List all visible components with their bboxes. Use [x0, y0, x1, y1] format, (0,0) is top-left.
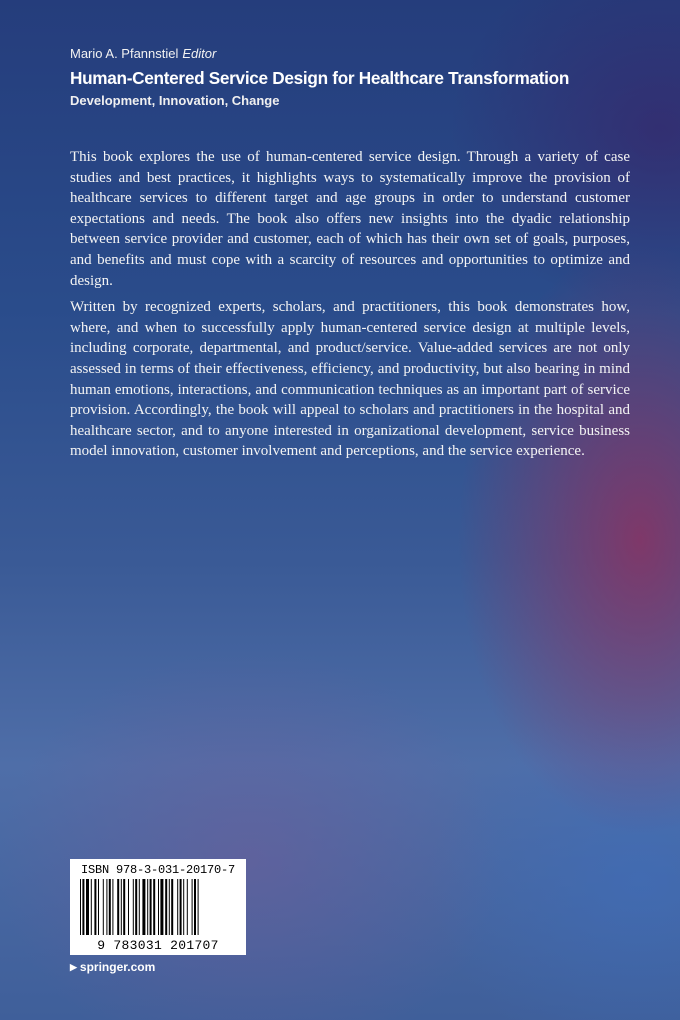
website-link[interactable] — [70, 960, 155, 974]
editor-role: Editor — [182, 46, 217, 61]
blurb — [70, 147, 630, 468]
isbn-barcode — [70, 859, 246, 955]
barcode-digits: 9 783031 201707 — [97, 938, 219, 953]
blurb-paragraph: This book explores the use of human-centered service design. Through a variety of case studies and best practices, it highlights ways to systematically improve the provision of healthcare services to different target and age groups in order to understand customer expectations and needs. The book also offers new insights into the dyadic relationship between service provider and customer, each of which has their own set of goals, purposes, and benefits and must cope with a scarcity of resources and opportunities to optimize and design. — [70, 149, 630, 289]
book-title: Human-Centered Service Design for Healthcare Transformation — [70, 68, 570, 88]
isbn-label: ISBN 978-3-031-20170-7 — [80, 863, 236, 877]
editor-line — [70, 46, 216, 61]
blurb-paragraph: Written by recognized experts, scholars, and practitioners, this book demonstrates how, where, and when to successfully apply human-centered service design at multiple levels, including corporate, departmental, and product/service. Value-added services are not only assessed in terms of their effectiveness, efficiency, and productivity, but also bearing in mind human emotions, interactions, and communication techniques as an important part of service provision. Accordingly, the book will appeal to scholars and practitioners in the hospital and healthcare sector, and to anyone interested in organizational development, service business model innovation, customer involvement and perceptions, and the service experience. — [70, 299, 630, 460]
barcode-bars — [80, 879, 236, 935]
book-subtitle: Development, Innovation, Change — [70, 93, 280, 108]
editor-name: Mario A. Pfannstiel — [70, 46, 179, 61]
arrow-right-icon: ▶ — [70, 961, 77, 972]
website-label: springer.com — [79, 960, 156, 974]
